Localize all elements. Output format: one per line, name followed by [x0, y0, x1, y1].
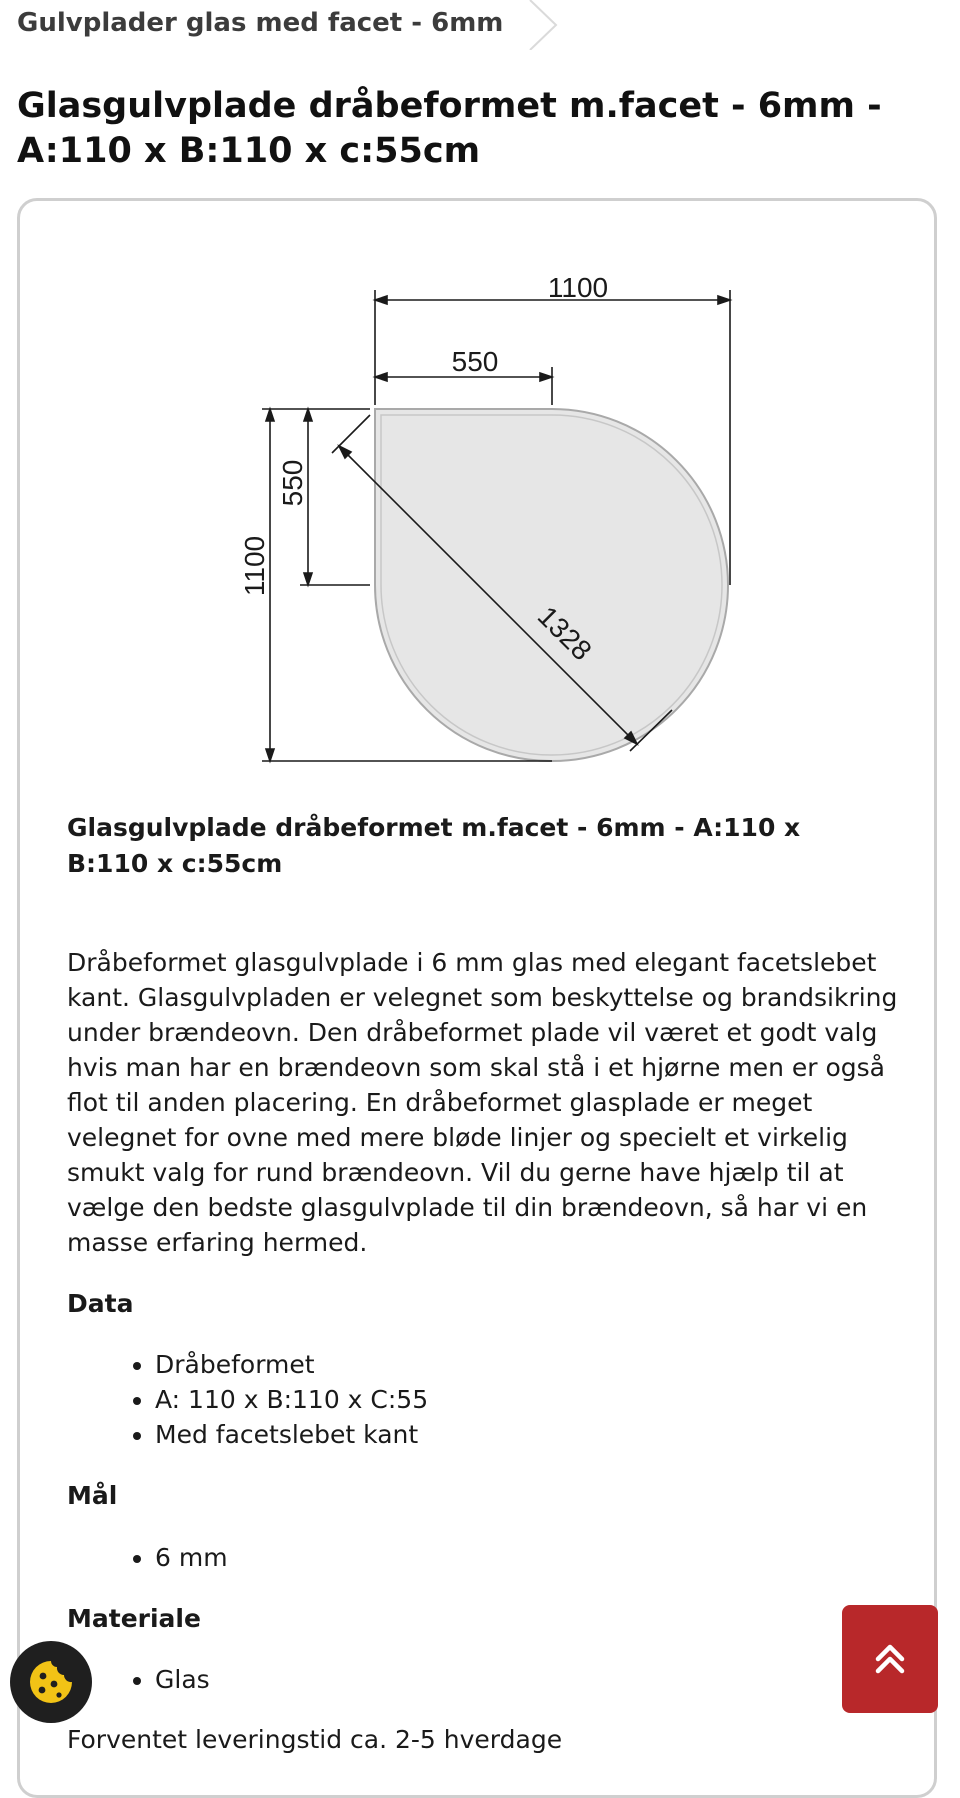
- dimension-label-left-half: 550: [277, 459, 308, 507]
- scroll-to-top-button[interactable]: [842, 1605, 938, 1713]
- delivery-time-text: Forventet leveringstid ca. 2-5 hverdage: [67, 1725, 563, 1754]
- list-item: • Med facetslebet kant: [155, 1417, 428, 1452]
- teardrop-plate-shape: [375, 409, 728, 761]
- list-item: • 6 mm: [155, 1540, 228, 1575]
- product-description: Dråbeformet glasgulvplade i 6 mm glas med elegant facetslebet kant. Glasgulvpladen er velegnet som beskyttelse og brandsikring under brændeovn. Den dråbeformet plade vil været et godt valg hvis man har en brændeovn som skal stå i et hjørne men er også flot til anden placering. En dråbeformet glasplade er meget velegnet for ovne med mere bløde linjer og specielt et virkelig smukt valg for rund brændeovn. Vil du gerne have hjælp til at vælge den bedste glasgulvplade til din brændeovn, så har vi en masse erfaring hermed.: [67, 948, 898, 1257]
- section-heading-data: Data: [67, 1289, 134, 1318]
- breadcrumb-label[interactable]: Gulvplader glas med facet - 6mm: [17, 8, 504, 38]
- cookie-icon: [26, 1657, 76, 1707]
- section-heading-maal: Mål: [67, 1481, 118, 1510]
- data-list: [67, 1347, 428, 1452]
- double-chevron-up-icon: [870, 1639, 910, 1679]
- list-item: • Dråbeformet: [155, 1347, 428, 1382]
- image-caption: Glasgulvplade dråbeformet m.facet - 6mm - A:110 x B:110 x c:55cm: [67, 813, 801, 878]
- dimension-label-left-height: 1100: [239, 535, 270, 597]
- page-title: Glasgulvplade dråbeformet m.facet - 6mm - A:110 x B:110 x c:55cm: [17, 86, 882, 171]
- chevron-right-icon: [526, 0, 560, 50]
- section-heading-materiale: Materiale: [67, 1604, 201, 1633]
- list-item: • A: 110 x B:110 x C:55: [155, 1382, 428, 1417]
- dimension-label-diagonal: 1328: [531, 600, 598, 667]
- product-dimension-diagram: [220, 255, 740, 780]
- dimension-label-top-half: 550: [451, 346, 499, 377]
- cookie-settings-button[interactable]: [10, 1641, 92, 1723]
- list-item: • Glas: [155, 1662, 210, 1697]
- dimension-line-left-half: [300, 409, 370, 585]
- breadcrumb[interactable]: [0, 0, 560, 50]
- maal-list: [67, 1540, 228, 1575]
- dimension-label-top-width: 1100: [547, 272, 609, 303]
